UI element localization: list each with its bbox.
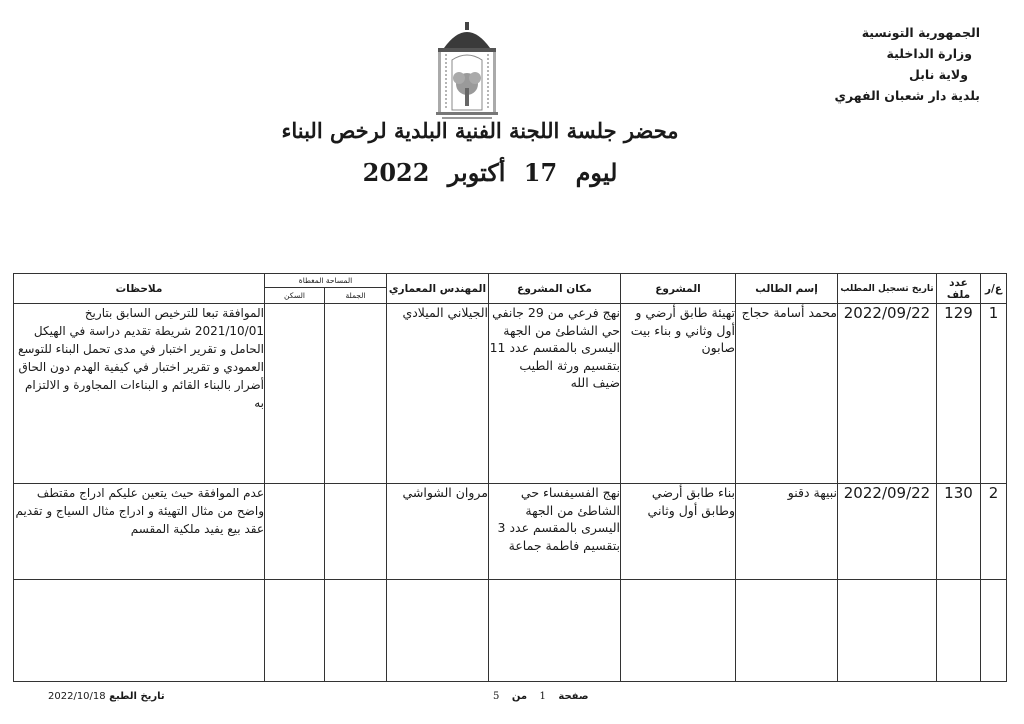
row-index: 2 <box>981 484 1007 580</box>
page-of: من <box>511 691 528 702</box>
col-area-total-header: الجملة <box>325 288 387 304</box>
row-architect: مروان الشواشي <box>387 484 489 580</box>
col-applicant-header: إسم الطالب <box>736 274 838 304</box>
republic-name: الجمهورية التونسية <box>861 25 980 40</box>
document-title: محضر جلسة اللجنة الفنية البلدية لرخص البناء <box>281 118 679 143</box>
municipality-emblem-icon <box>432 20 502 124</box>
col-architect-header: المهندس المعماري <box>387 274 489 304</box>
date-day: 17 <box>523 158 558 187</box>
row-file-no: 130 <box>937 484 981 580</box>
header-row <box>14 274 1007 288</box>
date-year: 2022 <box>362 158 430 187</box>
date-prefix: ليوم <box>575 158 618 187</box>
col-project-header: المشروع <box>621 274 736 304</box>
page-current: 1 <box>539 691 546 702</box>
row-area-housing <box>265 484 325 580</box>
row-location: نهج الفسيفساء حي الشاطئ من الجهة اليسرى بالمقسم عدد 3 بتقسيم فاطمة جماعة <box>489 484 621 580</box>
row-applicant: نبيهة دقنو <box>736 484 838 580</box>
row-index: 1 <box>981 304 1007 484</box>
page-label: صفحة <box>558 691 589 702</box>
row-area-housing <box>265 304 325 484</box>
print-date-label: تاريخ الطبع <box>109 691 165 702</box>
row-reg-date: 2022/09/22 <box>838 484 937 580</box>
col-file-header: عدد ملف <box>937 274 981 304</box>
governorate-name: ولاية نابل <box>909 67 968 82</box>
col-regdate-header: تاريخ تسجيل المطلب <box>838 274 937 304</box>
col-location-header: مكان المشروع <box>489 274 621 304</box>
row-area-total <box>325 304 387 484</box>
col-area-header: المساحة المغطاة <box>265 274 387 288</box>
row-reg-date: 2022/09/22 <box>838 304 937 484</box>
row-project: بناء طابق أرضي وطابق أول وثاني <box>621 484 736 580</box>
row-project: تهيئة طابق أرضي و أول وثاني و بناء بيت صابون <box>621 304 736 484</box>
row-file-no: 129 <box>937 304 981 484</box>
table-row <box>14 304 1007 484</box>
col-area-housing-header: السكن <box>265 288 325 304</box>
session-date <box>360 158 620 187</box>
col-index-header: ع/ر <box>981 274 1007 304</box>
row-location: نهج فرعي من 29 جانفي حي الشاطئ من الجهة اليسرى بالمقسم عدد 11 بتقسيم ورثة الطيب ضيف الله <box>489 304 621 484</box>
page-total: 5 <box>493 691 500 702</box>
permits-table <box>13 273 1007 682</box>
municipality-name: بلدية دار شعبان الفهري <box>834 88 980 103</box>
row-notes: عدم الموافقة حيث يتعين عليكم ادراج مقتطف واضح من مثال التهيئة و ادراج مثال السياج و تقديم عقد بيع يفيد ملكية المقسم <box>14 484 265 580</box>
date-month: أكتوبر <box>447 158 506 187</box>
print-date-value: 2022/10/18 <box>48 691 106 702</box>
page-number <box>490 691 592 702</box>
row-applicant: محمد أسامة حجاج <box>736 304 838 484</box>
ministry-name: وزارة الداخلية <box>886 46 972 61</box>
row-architect: الجيلاني الميلادي <box>387 304 489 484</box>
row-area-total <box>325 484 387 580</box>
table-row-empty <box>14 580 1007 682</box>
col-notes-header: ملاحظات <box>14 274 265 304</box>
table-row <box>14 484 1007 580</box>
print-date <box>32 691 165 702</box>
row-notes: الموافقة تبعا للترخيص السابق بتاريخ 2021/10/01 شريطة تقديم دراسة في الهيكل الحامل و تقرير اختبار في مدى تحمل البناء للتوسع العمودي و تقرير اختبار في كيفية الهدم دون الحاق أضرار بالبناء القائم و البناءات المجاورة و الالتزام به <box>14 304 265 484</box>
letterhead <box>834 22 980 106</box>
